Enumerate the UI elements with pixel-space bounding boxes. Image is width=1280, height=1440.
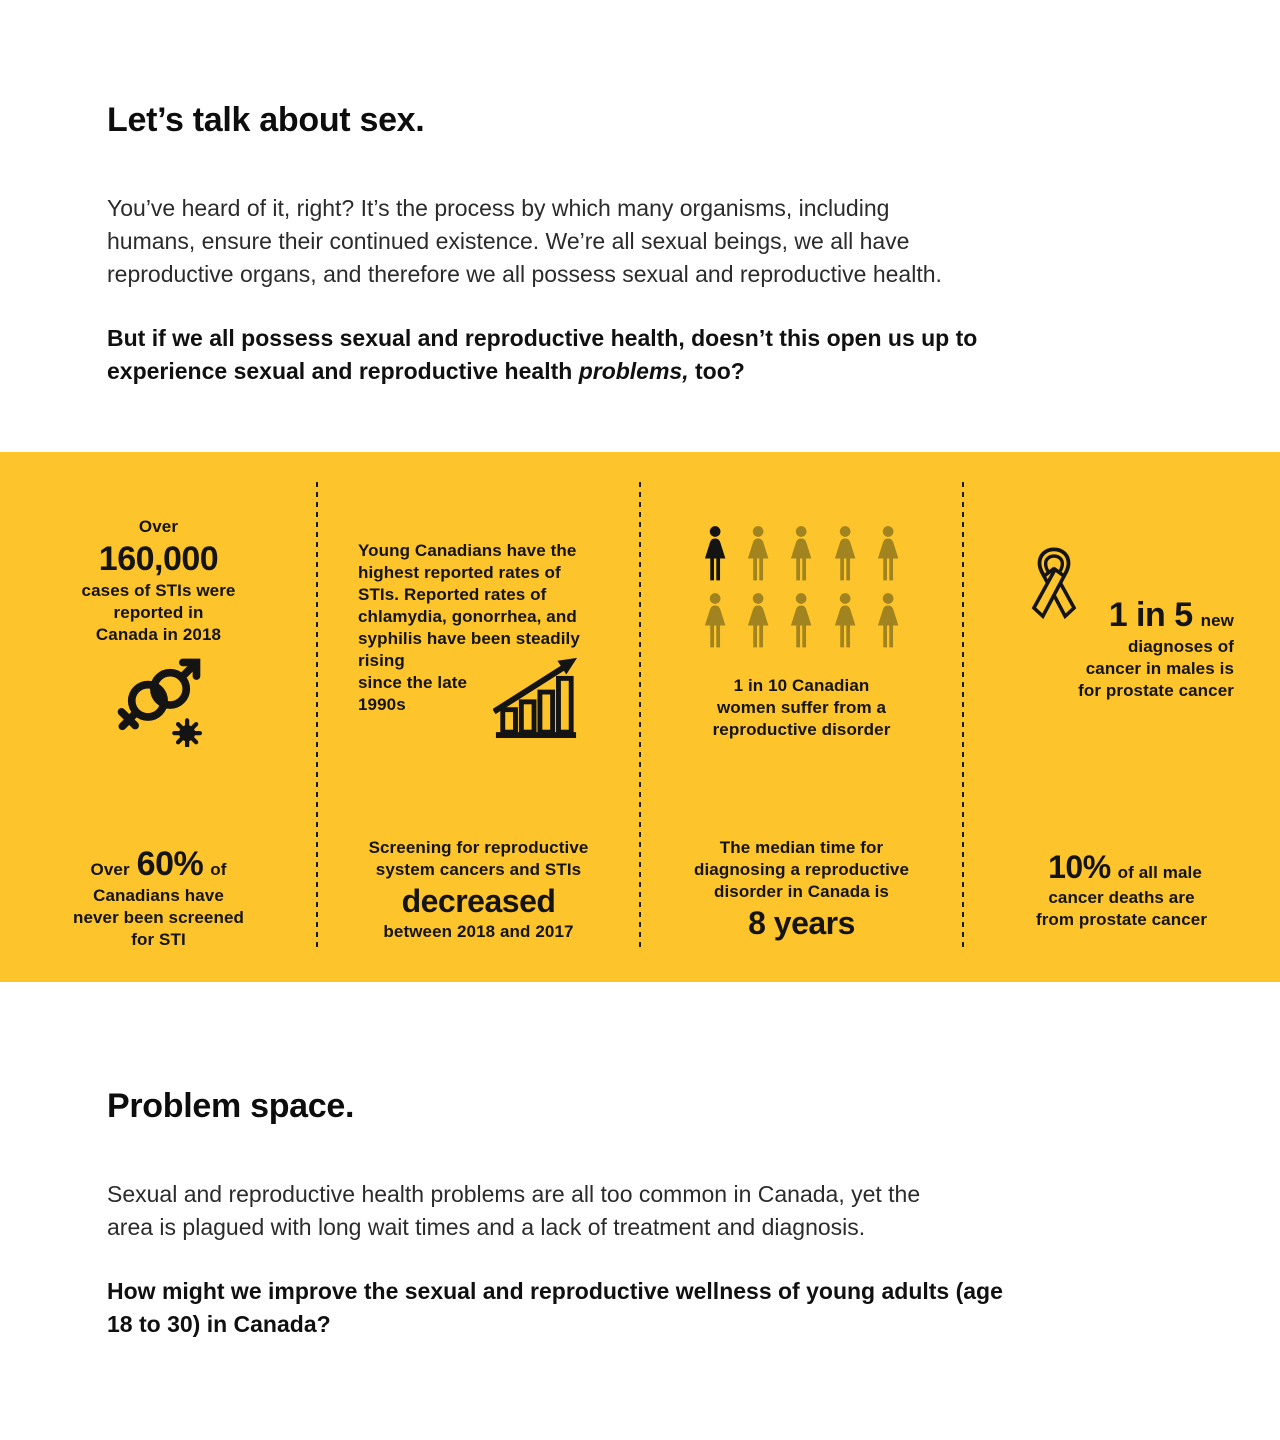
text-line: The median time for xyxy=(719,838,884,857)
problem-paragraph xyxy=(107,1178,1180,1244)
stat-prostate-deaths xyxy=(963,787,1280,982)
text-line: rising xyxy=(358,651,405,670)
problem-space-section xyxy=(0,982,1280,1341)
woman-pictogram-icon xyxy=(830,526,860,583)
text-line: since the late xyxy=(358,673,468,692)
text-line: from prostate cancer xyxy=(1035,910,1208,929)
woman-pictogram-icon xyxy=(873,526,903,583)
text-line: humans, ensure their continued existence. We’re all sexual beings, we all have xyxy=(107,228,910,254)
stat-never-screened xyxy=(0,787,317,982)
stat-big-number: 160,000 xyxy=(98,540,219,578)
text-line: syphilis have been steadily xyxy=(358,629,580,648)
text-line: cancer in males is xyxy=(1085,659,1234,678)
text-line: Screening for reproductive xyxy=(368,838,589,857)
rising-bar-chart-icon xyxy=(493,650,579,740)
stat-pre-label: Over xyxy=(90,860,130,879)
woman-pictogram-icon xyxy=(830,593,860,650)
text-line: for STI xyxy=(131,930,186,949)
text-line: Canadians have xyxy=(93,886,224,905)
stat-lead-line xyxy=(963,847,1280,887)
intro-paragraph xyxy=(107,192,1180,291)
text-line: How might we improve the sexual and reproductive wellness of young adults (age xyxy=(107,1278,1003,1304)
text-line: cases of STIs were xyxy=(81,581,236,600)
text-line: cancer deaths are xyxy=(1048,888,1195,907)
text-line: women suffer from a xyxy=(716,698,887,717)
text-line: You’ve heard of it, right? It’s the process by which many organisms, including xyxy=(107,195,890,221)
stat-lead-line xyxy=(1015,594,1234,636)
text-line: STIs. Reported rates of xyxy=(358,585,547,604)
stat-big-number: 60% xyxy=(136,845,204,883)
stat-screening-decreased xyxy=(317,787,640,982)
woman-pictogram-icon xyxy=(743,526,773,583)
question-prefix: experience sexual and reproductive health xyxy=(107,358,579,384)
text-line: reproductive organs, and therefore we all possess sexual and reproductive health. xyxy=(107,261,942,287)
stat-big-word: decreased xyxy=(401,883,556,919)
woman-pictogram-icon xyxy=(786,526,816,583)
stat-lead-line xyxy=(0,843,317,885)
stats-band xyxy=(0,452,1280,982)
text-line: system cancers and STIs xyxy=(375,860,582,879)
page-title: Let’s talk about sex. xyxy=(107,101,425,139)
stat-big-number: 8 years xyxy=(748,905,855,941)
intro-section xyxy=(0,0,1280,388)
problem-question xyxy=(107,1275,1180,1341)
text-line: reproductive disorder xyxy=(712,720,891,739)
stat-women-disorder xyxy=(640,452,963,787)
stat-pre-label: Over xyxy=(138,517,179,536)
text-line: 1990s xyxy=(358,695,406,714)
text-line: Canada in 2018 xyxy=(95,625,222,644)
stat-post-label: of all male xyxy=(1117,863,1202,882)
stat-big-number: 1 in 5 xyxy=(1108,596,1193,634)
woman-pictogram-icon xyxy=(873,593,903,650)
text-line: diagnosing a reproductive xyxy=(693,860,910,879)
text-line: chlamydia, gonorrhea, and xyxy=(358,607,577,626)
stat-small-suffix: new xyxy=(1200,611,1234,630)
women-pictogram-grid xyxy=(700,526,903,650)
stat-youth-sti-rates xyxy=(317,452,640,787)
woman-pictogram-icon xyxy=(700,593,730,650)
stat-sti-cases xyxy=(0,452,317,787)
text-line: never been screened xyxy=(72,908,245,927)
section-title: Problem space. xyxy=(107,1087,355,1125)
stat-big-number: 10% xyxy=(1048,849,1111,885)
stat-text-block xyxy=(1015,594,1234,702)
text-line: highest reported rates of xyxy=(358,563,561,582)
male-female-sti-icon xyxy=(113,658,205,747)
question-suffix: too? xyxy=(688,358,745,384)
text-line: for prostate cancer xyxy=(1078,681,1234,700)
text-line: Sexual and reproductive health problems are all too common in Canada, yet the xyxy=(107,1181,921,1207)
text-line: 1 in 10 Canadian xyxy=(733,676,870,695)
text-line: 18 to 30) in Canada? xyxy=(107,1311,331,1337)
text-line: But if we all possess sexual and reproductive health, doesn’t this open us up to xyxy=(107,325,978,351)
text-line xyxy=(107,355,1180,388)
text-line: reported in xyxy=(113,603,204,622)
woman-pictogram-icon xyxy=(786,593,816,650)
text-line: between 2018 and 2017 xyxy=(383,922,574,941)
woman-pictogram-icon xyxy=(743,593,773,650)
stat-prostate-diagnoses xyxy=(963,452,1280,787)
question-italic-word: problems, xyxy=(578,358,689,384)
intro-question xyxy=(107,322,1180,388)
text-line: Young Canadians have the xyxy=(358,541,577,560)
stat-post-label: of xyxy=(210,860,227,879)
text-line: disorder in Canada is xyxy=(714,882,889,901)
text-line: diagnoses of xyxy=(1127,637,1234,656)
stat-median-diagnosis-time xyxy=(640,787,963,982)
text-line: area is plagued with long wait times and a lack of treatment and diagnosis. xyxy=(107,1214,866,1240)
woman-pictogram-icon xyxy=(700,526,730,583)
stat-text-block xyxy=(713,675,891,741)
